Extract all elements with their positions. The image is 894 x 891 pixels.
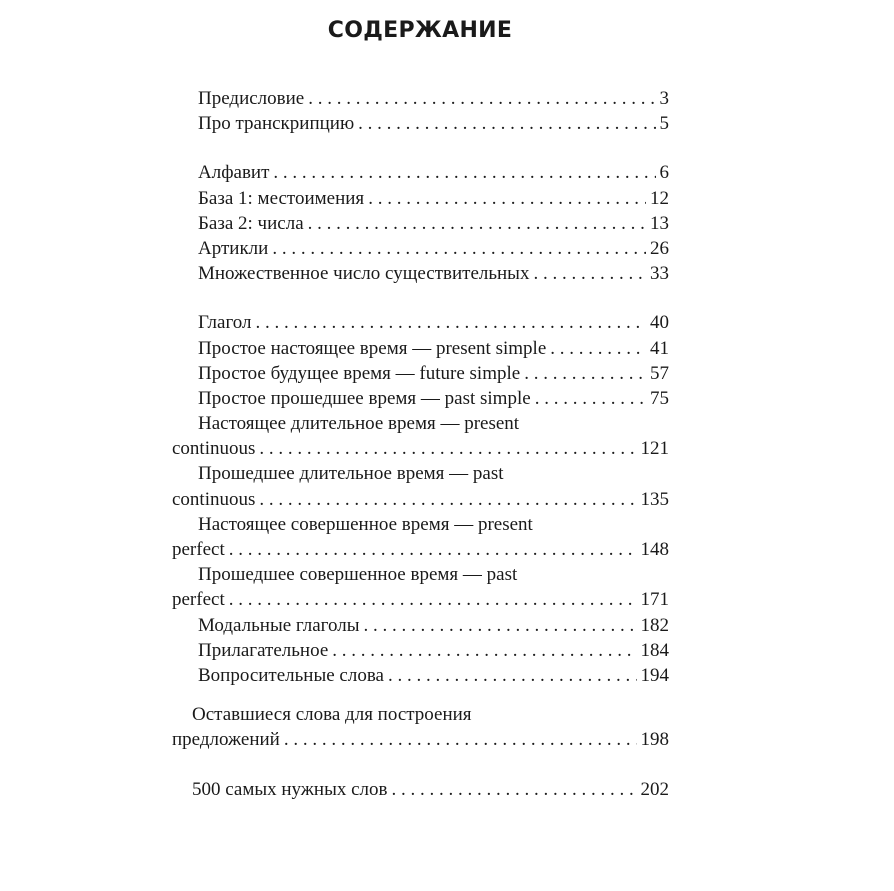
toc-dot-leader xyxy=(524,361,646,386)
toc-entry-page: 182 xyxy=(640,614,669,636)
toc-entry xyxy=(172,261,669,286)
toc-entry-title: Модальные глаголы xyxy=(198,614,360,636)
toc-entry-page: 12 xyxy=(650,187,669,209)
toc-entry-continuation xyxy=(172,587,669,612)
toc-entry-page: 202 xyxy=(640,778,669,800)
toc-entry-title: Множественное число существительных xyxy=(198,263,530,285)
toc-entry-title-continuation: continuous xyxy=(172,438,256,460)
toc-entry xyxy=(172,638,669,663)
toc-entry-title: Простое прошедшее время — past simple xyxy=(198,387,531,409)
toc-dot-leader xyxy=(533,261,646,286)
toc-dot-leader xyxy=(272,236,646,261)
toc-dot-leader xyxy=(550,336,646,361)
toc-entry-first-line xyxy=(172,461,669,486)
toc-entry-page: 194 xyxy=(640,664,669,686)
toc-entry-page: 135 xyxy=(640,488,669,510)
toc-dot-leader xyxy=(273,160,655,185)
toc-entry-page: 3 xyxy=(659,88,669,109)
toc-dot-leader xyxy=(388,663,637,688)
toc-entry xyxy=(172,211,669,236)
toc-dot-leader xyxy=(332,638,636,663)
toc-entry-title: Вопросительные слова xyxy=(198,664,384,686)
toc-dot-leader xyxy=(363,613,636,638)
toc-entry-title: Прошедшее длительное время — past xyxy=(198,463,504,485)
toc-entry xyxy=(172,663,669,688)
toc-entry-title: База 2: числа xyxy=(198,212,304,234)
toc-entry-page: 148 xyxy=(640,539,669,560)
toc-entry-continuation xyxy=(172,436,669,461)
toc-entry xyxy=(172,386,669,411)
toc-entry-page: 40 xyxy=(650,312,669,334)
toc-entry xyxy=(172,361,669,386)
toc-dot-leader xyxy=(259,436,636,461)
section-spacer xyxy=(172,286,669,310)
toc-entry-page: 6 xyxy=(659,162,669,184)
toc-dot-leader xyxy=(358,111,655,136)
toc-dot-leader xyxy=(368,186,646,211)
toc-entry-page: 26 xyxy=(650,237,669,259)
toc-dot-leader xyxy=(259,487,636,512)
toc-entry-title-continuation: perfect xyxy=(172,589,225,611)
toc-entry-page: 198 xyxy=(640,729,669,751)
toc-entry-continuation xyxy=(172,487,669,512)
toc-entry-first-line xyxy=(172,562,669,587)
toc-entry-first-line xyxy=(172,411,669,436)
toc-entry-title: Прилагательное xyxy=(198,639,329,661)
toc-entry-page: 41 xyxy=(650,337,669,359)
toc-entry-title: Простое будущее время — future simple xyxy=(198,362,521,384)
toc-dot-leader xyxy=(229,587,637,612)
toc-entry-title: Простое настоящее время — present simple xyxy=(198,337,547,359)
toc-entry-page: 171 xyxy=(640,589,669,611)
toc-entry-title: База 1: местоимения xyxy=(198,187,365,209)
table-of-contents xyxy=(172,86,669,802)
toc-entry xyxy=(172,336,669,361)
section-spacer xyxy=(172,753,669,777)
section-spacer xyxy=(172,136,669,160)
toc-entry-first-line xyxy=(172,512,669,537)
toc-entry xyxy=(172,777,669,802)
toc-dot-leader xyxy=(535,386,646,411)
section-spacer xyxy=(172,688,669,702)
toc-dot-leader xyxy=(308,211,646,236)
toc-entry-title: Настоящее длительное время — present xyxy=(198,413,520,435)
toc-entry-page: 13 xyxy=(650,212,669,234)
toc-dot-leader xyxy=(229,537,637,562)
toc-entry-title: Оставшиеся слова для построения xyxy=(192,704,472,726)
toc-entry-title-continuation: perfect xyxy=(172,539,225,560)
toc-entry xyxy=(172,186,669,211)
toc-entry xyxy=(172,613,669,638)
toc-entry-title: Прошедшее совершенное время — past xyxy=(198,564,518,586)
toc-entry-title-continuation: continuous xyxy=(172,488,256,510)
toc-entry xyxy=(172,86,669,111)
toc-entry-title: Глагол xyxy=(198,312,252,334)
toc-entry-title: Алфавит xyxy=(198,162,270,184)
toc-dot-leader xyxy=(256,310,646,335)
toc-entry-page: 75 xyxy=(650,387,669,409)
toc-entry-page: 121 xyxy=(640,438,669,460)
toc-dot-leader xyxy=(308,86,655,111)
toc-entry-page: 184 xyxy=(640,639,669,661)
toc-entry-continuation xyxy=(172,537,669,562)
toc-entry xyxy=(172,310,669,335)
toc-entry-page: 5 xyxy=(659,113,669,135)
toc-entry-page: 33 xyxy=(650,263,669,285)
toc-entry-title: Артикли xyxy=(198,237,269,259)
toc-dot-leader xyxy=(392,777,637,802)
toc-entry-title: Предисловие xyxy=(198,88,305,109)
toc-entry-continuation xyxy=(172,727,669,752)
toc-entry-title: Про транскрипцию xyxy=(198,113,355,135)
toc-entry-title-continuation: предложений xyxy=(172,729,280,751)
toc-entry-page: 57 xyxy=(650,362,669,384)
toc-entry-title: Настоящее совершенное время — present xyxy=(198,513,533,535)
page-title: СОДЕРЖАНИЕ xyxy=(327,18,513,43)
toc-entry xyxy=(172,160,669,185)
toc-entry xyxy=(172,111,669,136)
toc-entry-first-line xyxy=(172,702,669,727)
toc-entry-title: 500 самых нужных слов xyxy=(192,778,388,800)
toc-entry xyxy=(172,236,669,261)
toc-dot-leader xyxy=(284,727,637,752)
